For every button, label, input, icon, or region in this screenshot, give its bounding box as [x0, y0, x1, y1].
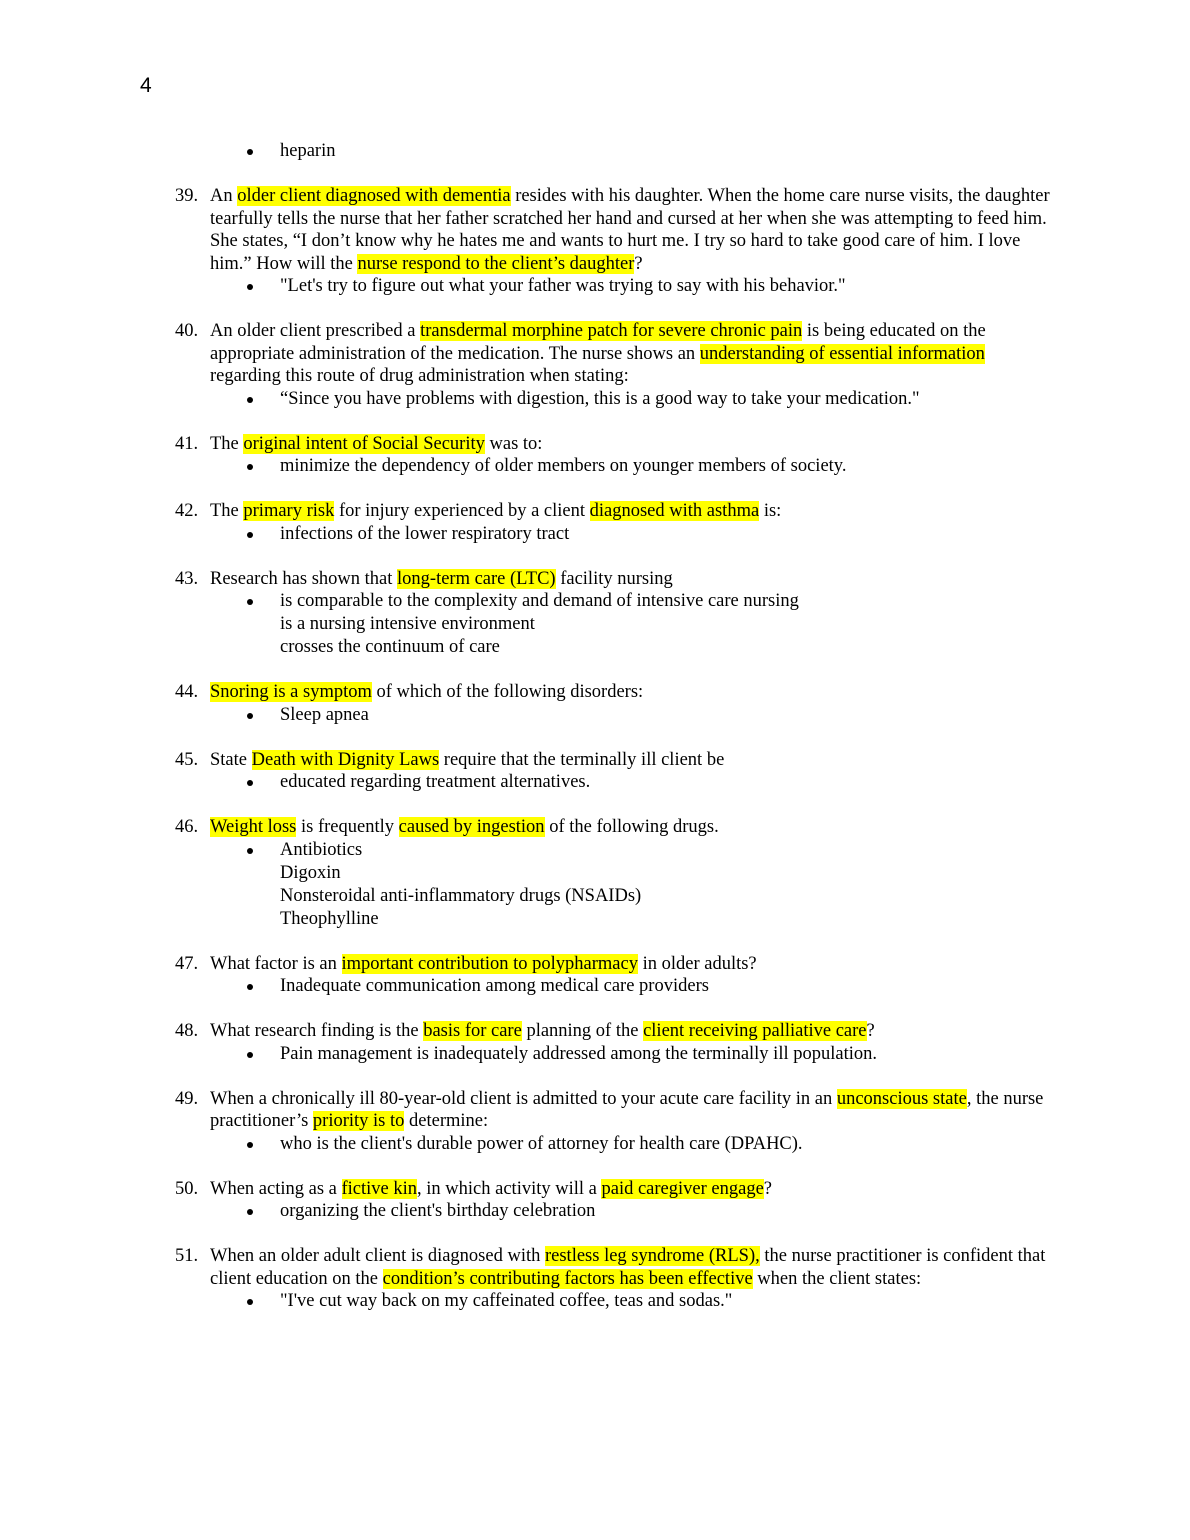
answer-text: is a nursing intensive environment	[280, 614, 535, 634]
question-item	[175, 1088, 1055, 1156]
text-run: ?	[634, 253, 643, 274]
text-run: regarding this route of drug administration when stating:	[210, 366, 629, 386]
question-number: 50.	[175, 1178, 199, 1199]
highlighted-phrase: Snoring is a symptom	[210, 682, 372, 702]
answer-text: Nonsteroidal anti-inflammatory drugs (NSAIDs)	[280, 885, 642, 906]
question-text	[210, 681, 1055, 704]
text-run: State	[210, 749, 252, 770]
question-stem	[175, 816, 1055, 839]
answer-bullet	[245, 1200, 1055, 1223]
question-stem	[175, 500, 1055, 523]
answer-bullet	[245, 275, 1055, 298]
highlighted-phrase: diagnosed with asthma	[589, 501, 760, 521]
text-run: An older client prescribed a	[210, 321, 421, 341]
question-stem	[175, 681, 1055, 704]
bullet-icon	[245, 140, 280, 163]
document-body	[175, 140, 1055, 1335]
question-stem	[175, 953, 1055, 976]
bullet-icon	[245, 590, 280, 613]
answer-text: Inadequate communication among medical care providers	[280, 976, 709, 996]
text-run: , in which activity will a	[417, 1178, 602, 1199]
text-run: When an older adult client is diagnosed with	[210, 1246, 545, 1266]
highlighted-phrase: primary risk	[243, 501, 335, 521]
question-text	[210, 1178, 1055, 1201]
answer-bullet	[245, 590, 1055, 613]
bullet-icon	[245, 839, 280, 862]
bullet-icon	[245, 523, 280, 546]
question-item	[175, 1020, 1055, 1066]
highlighted-phrase: fictive kin	[341, 1178, 418, 1199]
answer-text: Sleep apnea	[280, 704, 369, 725]
text-run: for injury experienced by a client	[334, 501, 590, 521]
answer-text: "I've cut way back on my caffeinated coffee, teas and sodas."	[280, 1291, 733, 1311]
text-run: The	[210, 501, 244, 521]
highlighted-phrase: restless leg syndrome (RLS),	[544, 1246, 760, 1266]
question-item	[175, 1245, 1055, 1313]
highlighted-phrase: basis for care	[423, 1021, 522, 1041]
answer-bullet	[245, 839, 1055, 862]
question-number: 42.	[175, 501, 199, 521]
highlighted-phrase: unconscious state	[836, 1088, 967, 1109]
text-run: The	[210, 433, 244, 454]
answer-text: Theophylline	[280, 908, 379, 929]
text-run: is being educated on the appropriate administration of the medication. The nurse shows an	[210, 321, 986, 364]
answer-text: Pain management is inadequately addressed among the terminally ill population.	[280, 1043, 877, 1064]
answer-text: organizing the client's birthday celebration	[280, 1201, 596, 1221]
question-text	[210, 568, 1055, 591]
bullet-icon	[245, 275, 280, 298]
highlighted-phrase: caused by ingestion	[398, 817, 545, 837]
highlighted-phrase: Death with Dignity Laws	[251, 749, 440, 770]
text-run: determine:	[404, 1111, 489, 1131]
text-run: , the nurse practitioner’s	[210, 1088, 1044, 1131]
bullet-icon	[245, 1043, 280, 1066]
question-stem	[175, 1178, 1055, 1201]
text-run: resides with his daughter. When the home care nurse visits, the daughter tearfully tells the nurse that her father scratched her hand and cursed at her when she was attempting to feed him. She states, “I don’t know why he hates me and wants to hurt me. I try so hard to take good care of him. I love him.” How will the	[210, 186, 1050, 274]
answer-text: infections of the lower respiratory tract	[280, 523, 570, 544]
answer-text: “Since you have problems with digestion, this is a good way to take your medication."	[280, 388, 920, 409]
text-run: Research has shown that	[210, 568, 398, 589]
highlighted-phrase: important contribution to polypharmacy	[341, 953, 638, 974]
highlighted-phrase: older client diagnosed with dementia	[237, 186, 511, 206]
question-stem	[175, 185, 1055, 275]
bullet-icon	[245, 771, 280, 794]
answer-text: is comparable to the complexity and demand of intensive care nursing	[280, 591, 799, 611]
question-number: 41.	[175, 433, 199, 454]
text-run: the nurse practitioner is confident that client education on the	[210, 1246, 1046, 1289]
answer-bullet	[245, 975, 1055, 998]
question-text	[210, 1088, 1055, 1133]
highlighted-phrase: client receiving palliative care	[643, 1021, 867, 1041]
bullet-icon	[245, 704, 280, 727]
highlighted-phrase: condition’s contributing factors has been effective	[382, 1268, 753, 1289]
answer-text: heparin	[280, 141, 336, 161]
text-run: An	[210, 186, 238, 206]
question-stem	[175, 1245, 1055, 1290]
question-item	[175, 433, 1055, 479]
text-run: When acting as a	[210, 1178, 342, 1199]
answer-text: "Let's try to figure out what your father was trying to say with his behavior."	[280, 276, 846, 296]
answer-bullet	[245, 704, 1055, 727]
question-stem	[175, 749, 1055, 772]
question-number: 39.	[175, 186, 199, 206]
highlighted-phrase: nurse respond to the client’s daughter	[357, 253, 635, 274]
bullet-icon	[245, 1290, 280, 1313]
question-item	[175, 953, 1055, 999]
highlighted-phrase: understanding of essential information	[699, 343, 985, 364]
highlighted-phrase: transdermal morphine patch for severe chronic pain	[420, 321, 803, 341]
question-number: 51.	[175, 1246, 199, 1266]
continued-answer-list	[175, 140, 1055, 163]
question-item	[175, 500, 1055, 546]
answer-text: Antibiotics	[280, 839, 363, 860]
question-text	[210, 1020, 1055, 1043]
bullet-icon	[245, 1133, 280, 1156]
answer-bullet	[245, 523, 1055, 546]
question-item	[175, 185, 1055, 298]
question-text	[210, 500, 1055, 523]
text-run: When a chronically ill 80-year-old client is admitted to your acute care facility in an	[210, 1088, 837, 1109]
answer-bullet	[245, 1043, 1055, 1066]
question-number: 40.	[175, 321, 199, 341]
answer-text: crosses the continuum of care	[280, 637, 500, 657]
question-text	[210, 816, 1055, 839]
question-text	[210, 320, 1055, 388]
question-item	[175, 816, 1055, 931]
text-run: ?	[866, 1021, 875, 1041]
question-text	[210, 749, 1055, 772]
highlighted-phrase: long-term care (LTC)	[397, 568, 556, 589]
text-run: of the following drugs.	[544, 817, 719, 837]
bullet-icon	[245, 975, 280, 998]
answer-text: who is the client's durable power of attorney for health care (DPAHC).	[280, 1133, 803, 1154]
highlighted-phrase: original intent of Social Security	[243, 433, 485, 454]
answer-text: minimize the dependency of older members on younger members of society.	[280, 456, 847, 476]
answer-bullet	[245, 140, 1055, 163]
bullet-icon	[245, 455, 280, 478]
question-number: 45.	[175, 749, 199, 770]
question-text	[210, 953, 1055, 976]
highlighted-phrase: priority is to	[312, 1111, 405, 1131]
text-run: planning of the	[521, 1021, 644, 1041]
question-stem	[175, 433, 1055, 456]
question-item	[175, 681, 1055, 727]
question-text	[210, 185, 1055, 275]
text-run: What factor is an	[210, 953, 342, 974]
answer-bullet	[245, 1133, 1055, 1156]
answer-text: educated regarding treatment alternatives.	[280, 772, 591, 792]
answer-bullet	[245, 455, 1055, 478]
question-stem	[175, 1088, 1055, 1133]
text-run: was to:	[484, 433, 543, 454]
question-item	[175, 749, 1055, 795]
question-number: 44.	[175, 682, 199, 702]
question-stem	[175, 568, 1055, 591]
text-run: of which of the following disorders:	[371, 682, 644, 702]
question-number: 48.	[175, 1021, 199, 1041]
text-run: is:	[759, 501, 782, 521]
bullet-icon	[245, 388, 280, 411]
page-number: 4	[140, 74, 152, 97]
question-item	[175, 320, 1055, 411]
bullet-icon	[245, 1200, 280, 1223]
question-item	[175, 1178, 1055, 1224]
question-text	[210, 433, 1055, 456]
question-number: 47.	[175, 953, 199, 974]
question-number: 46.	[175, 817, 199, 837]
text-run: facility nursing	[555, 568, 673, 589]
text-run: when the client states:	[752, 1268, 922, 1289]
answer-bullet	[245, 771, 1055, 794]
text-run: What research finding is the	[210, 1021, 424, 1041]
text-run: in older adults?	[637, 953, 757, 974]
question-text	[210, 1245, 1055, 1290]
text-run: require that the terminally ill client be	[439, 749, 725, 770]
text-run: ?	[763, 1178, 772, 1199]
question-stem	[175, 1020, 1055, 1043]
answer-bullet	[245, 1290, 1055, 1313]
question-number: 43.	[175, 568, 199, 589]
question-item	[175, 568, 1055, 660]
question-number: 49.	[175, 1088, 199, 1109]
highlighted-phrase: paid caregiver engage	[601, 1178, 764, 1199]
text-run: is frequently	[296, 817, 399, 837]
question-stem	[175, 320, 1055, 388]
answer-bullet	[245, 388, 1055, 411]
highlighted-phrase: Weight loss	[210, 817, 297, 837]
answer-text: Digoxin	[280, 862, 341, 883]
